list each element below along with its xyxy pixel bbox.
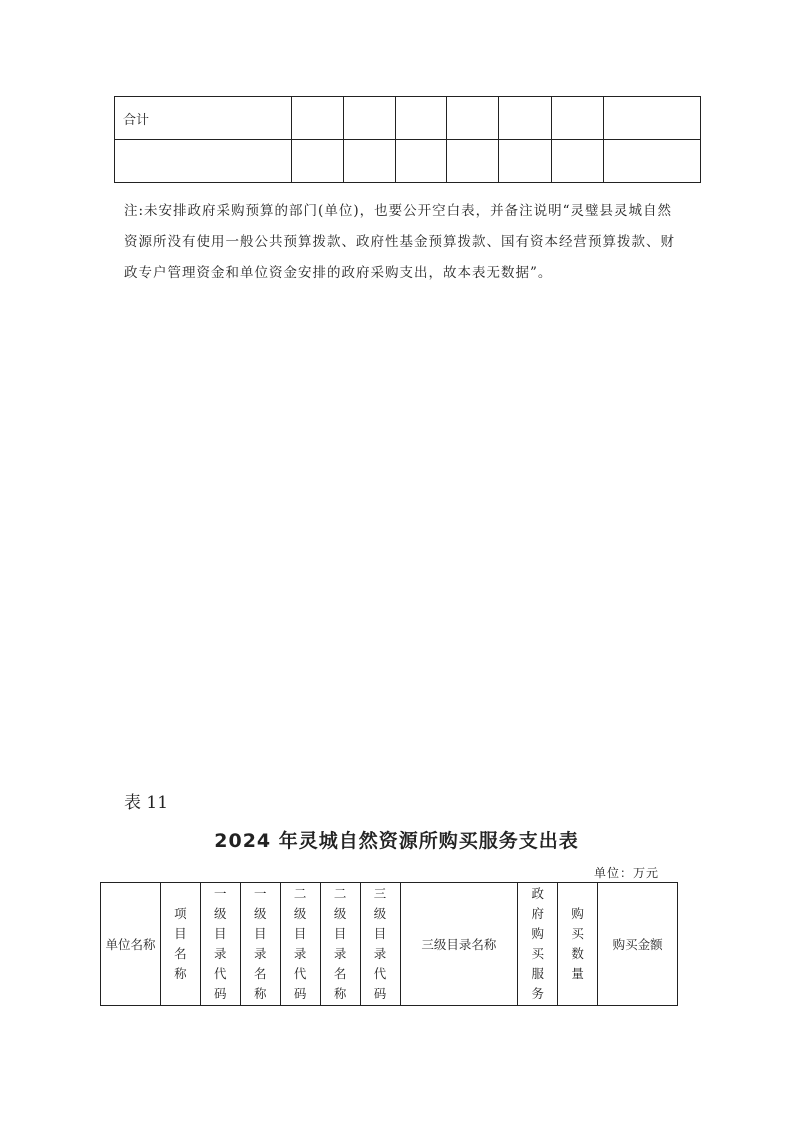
col-header-vertical — [280, 883, 320, 1006]
empty-row — [115, 140, 701, 183]
header-char: 购 — [571, 906, 584, 921]
header-char: 目 — [293, 926, 307, 941]
header-char: 目 — [333, 926, 347, 941]
header-char: 码 — [373, 986, 387, 1001]
header-char: 级 — [214, 906, 227, 921]
table-cell — [499, 140, 552, 183]
table-cell — [604, 97, 701, 140]
header-char: 称 — [174, 966, 187, 981]
header-char: 三 — [373, 886, 387, 901]
col-header: 三级目录名称 — [400, 883, 518, 1006]
note-paragraph: 注:未安排政府采购预算的部门(单位)，也要公开空白表，并备注说明“灵璧县灵城自然资源所没有使用一般公共预算拨款、政府性基金预算拨款、国有资本经营预算拨款、财 政专户管理资金和单位资金安排的政府采购支出，故本表无数据”。 — [124, 203, 675, 281]
header-char: 一 — [214, 886, 227, 901]
table-cell — [291, 140, 343, 183]
header-char: 目 — [253, 926, 267, 941]
col-header-vertical — [240, 883, 280, 1006]
total-label-cell: 合计 — [115, 97, 292, 140]
table-number: 表 11 — [124, 793, 169, 813]
header-char: 代 — [293, 966, 307, 981]
header-char: 代 — [214, 966, 227, 981]
header-char: 码 — [214, 986, 227, 1001]
table-cell — [552, 140, 604, 183]
table-cell — [395, 97, 447, 140]
header-char: 录 — [293, 946, 307, 961]
header-char: 级 — [373, 906, 387, 921]
header-char: 务 — [531, 986, 544, 1001]
col-header: 购买金额 — [598, 883, 678, 1006]
header-char: 府 — [531, 906, 544, 921]
table-cell — [447, 97, 499, 140]
header-char: 录 — [214, 946, 227, 961]
col-header-vertical — [518, 883, 558, 1006]
unit-label: 单位：万元 — [594, 866, 660, 880]
table-cell — [343, 140, 395, 183]
col-header-vertical — [558, 883, 598, 1006]
header-char: 码 — [293, 986, 307, 1001]
header-char: 二 — [333, 886, 347, 901]
table-cell — [395, 140, 447, 183]
col-header: 单位名称 — [101, 883, 161, 1006]
col-header-vertical — [200, 883, 240, 1006]
header-char: 数 — [571, 946, 584, 961]
header-char: 购 — [531, 926, 544, 941]
header-char: 录 — [253, 946, 267, 961]
table-cell — [447, 140, 499, 183]
header-char: 名 — [333, 966, 347, 981]
header-char: 代 — [373, 966, 387, 981]
header-row — [101, 883, 678, 1006]
page-title: 2024 年灵城自然资源所购买服务支出表 — [214, 830, 579, 852]
header-char: 称 — [333, 986, 347, 1001]
col-header-vertical — [320, 883, 360, 1006]
header-char: 买 — [531, 946, 544, 961]
header-char: 服 — [531, 966, 544, 981]
table-cell — [499, 97, 552, 140]
col-header-vertical — [360, 883, 400, 1006]
col-header-vertical — [160, 883, 200, 1006]
service-purchase-table — [100, 882, 678, 1006]
table-cell — [552, 97, 604, 140]
header-char: 称 — [253, 986, 267, 1001]
header-char: 项 — [174, 906, 187, 921]
header-char: 目 — [373, 926, 387, 941]
header-char: 政 — [531, 886, 544, 901]
header-char: 级 — [293, 906, 307, 921]
header-char: 目 — [174, 926, 187, 941]
procurement-summary-table — [114, 96, 701, 183]
header-char: 买 — [571, 926, 584, 941]
table-cell — [291, 97, 343, 140]
header-char: 名 — [174, 946, 187, 961]
total-row — [115, 97, 701, 140]
table-cell — [343, 97, 395, 140]
header-char: 量 — [571, 966, 584, 981]
header-char: 级 — [253, 906, 267, 921]
header-char: 目 — [214, 926, 227, 941]
header-char: 一 — [253, 886, 267, 901]
header-char: 名 — [253, 966, 267, 981]
header-char: 二 — [293, 886, 307, 901]
header-char: 级 — [333, 906, 347, 921]
header-char: 录 — [333, 946, 347, 961]
header-char: 录 — [373, 946, 387, 961]
table-cell — [115, 140, 292, 183]
table-cell — [604, 140, 701, 183]
